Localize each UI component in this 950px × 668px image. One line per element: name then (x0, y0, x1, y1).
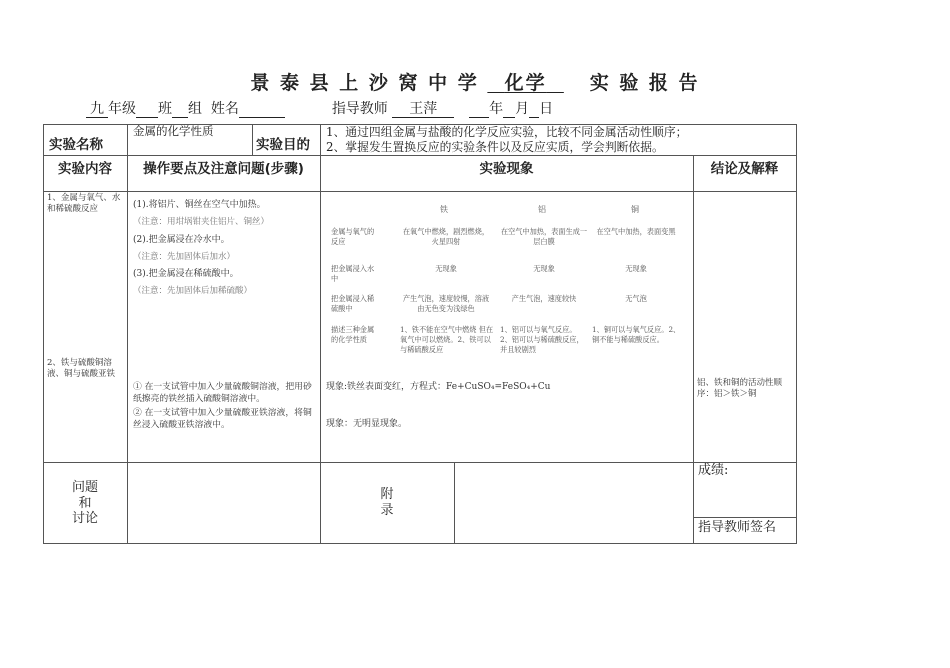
ph-row2-label: 把金属浸入水中 (331, 264, 375, 283)
grade-value[interactable]: 九 (86, 101, 108, 118)
step-1-note: （注意：用坩埚钳夹住铝片、铜丝） (133, 217, 270, 227)
ph-row4-iron: 1、铁不能在空气中燃烧 但在氧气中可以燃烧。2、铁可以与稀硫酸反应 (400, 325, 494, 354)
goal-1: 1、通过四组金属与盐酸的化学反应实验，比较不同金属活动性顺序； (326, 125, 688, 139)
ph-row4-label: 描述三种金属的化学性质 (331, 325, 375, 344)
ph-row1-iron: 在氧气中燃烧，剧烈燃烧，火星四射 (402, 227, 490, 246)
col-header-content: 实验内容 (58, 161, 112, 177)
ph-row2-al: 无现象 (533, 264, 555, 273)
step-3-note: （注意：先加固体后加稀硫酸） (133, 286, 253, 296)
step-2a: ① 在一支试管中加入少量硫酸铜溶液，把用砂纸擦亮的铁丝插入硫酸铜溶液中。 (133, 382, 312, 404)
ph-row1-cu: 在空气中加热，表面变黑 (596, 227, 676, 236)
score-label: 成绩: (698, 463, 729, 478)
name-value[interactable] (239, 101, 285, 118)
ph-2a: 现象:铁丝表面变红，方程式：Fe+CuSO₄=FeSO₄+Cu (326, 382, 551, 392)
info-line (86, 98, 553, 118)
exp-name-label: 实验名称 (49, 137, 103, 153)
year-value[interactable] (469, 101, 489, 118)
ph-row1-label: 金属与氧气的反应 (331, 227, 375, 246)
ph-row4-al: 1、铝可以与氧气反应。2、铝可以与稀硫酸反应，并且较剧烈 (500, 325, 584, 354)
year-label: 年 (489, 101, 504, 117)
name-label: 姓名 (210, 101, 239, 117)
day-label: 日 (539, 101, 554, 117)
page-title (0, 68, 950, 95)
ph-head-cu: 铜 (631, 205, 639, 214)
subject-value (487, 72, 563, 94)
content-2: 2、铁与硫酸铜溶液、铜与硫酸亚铁 (47, 358, 116, 379)
subject-text: 化学 (504, 72, 547, 94)
col-divider-3 (693, 155, 694, 544)
table-border-right (796, 124, 797, 544)
discussion-area[interactable] (128, 463, 320, 543)
appendix-area[interactable] (455, 463, 693, 543)
score-sign-divider (693, 517, 797, 518)
exp-name-value: 金属的化学性质 (133, 124, 214, 138)
ph-row2-cu: 无现象 (625, 264, 647, 273)
teacher-value[interactable]: 王萍 (392, 101, 454, 118)
ph-row1-al: 在空气中加热，表面生成一层白膜 (500, 227, 588, 246)
goal-label-left-line (252, 124, 253, 156)
step-1: (1).将铝片、铜丝在空气中加热。 (133, 200, 266, 210)
ph-head-iron: 铁 (440, 205, 448, 214)
ph-row4-cu: 1、铜可以与氧气反应。2、铜不能与稀硫酸反应。 (592, 325, 681, 344)
col-header-phenomena: 实验现象 (479, 161, 534, 177)
sign-label: 指导教师签名 (698, 520, 777, 535)
step-3: (3).把金属浸在稀硫酸中。 (133, 269, 239, 279)
title-suffix: 实 验 报 告 (589, 72, 700, 94)
teacher-label: 指导教师 (331, 101, 388, 117)
ph-row3-cu: 无气泡 (625, 294, 647, 303)
col-header-steps: 操作要点及注意问题(步骤) (143, 161, 304, 177)
ph-head-al: 铝 (538, 205, 546, 214)
goal-2: 2、掌握发生置换反应的实验条件以及反应实质，学会判断依据。 (326, 140, 664, 154)
ph-row3-al: 产生气泡，速度较快 (511, 294, 577, 303)
table-row-divider-2 (43, 191, 797, 192)
step-2-note: （注意：先加固体后加水） (133, 252, 236, 262)
table-row-divider-1 (43, 155, 797, 156)
step-2b: ② 在一支试管中加入少量硫酸亚铁溶液，将铜丝浸入硫酸亚铁溶液中。 (133, 408, 312, 430)
ph-row3-iron: 产生气泡，速度较慢，溶液由无色变为浅绿色 (402, 294, 490, 313)
group-label: 组 (188, 101, 202, 117)
exp-goal-label: 实验目的 (256, 137, 310, 153)
group-value[interactable] (172, 101, 188, 118)
month-value[interactable] (503, 101, 515, 118)
ph-row3-label: 把金属浸入稀硫酸中 (331, 294, 375, 313)
conclusion-text: 铝、铁和铜的活动性顺序：铝＞铁＞铜 (697, 378, 783, 399)
step-2: (2).把金属浸在冷水中。 (133, 235, 230, 245)
grade-label: 年级 (108, 101, 136, 117)
discussion-label: 问题 和 讨论 (71, 480, 98, 526)
table-border-bottom (43, 543, 797, 544)
ph-2b: 现象：无明显现象。 (326, 419, 408, 429)
class-value[interactable] (136, 101, 158, 118)
col-divider-2 (320, 124, 321, 544)
ph-row2-iron: 无现象 (435, 264, 457, 273)
content-1: 1、金属与氧气、水和稀硫酸反应 (47, 193, 121, 214)
col-header-conclusion: 结论及解释 (710, 161, 779, 177)
appendix-label: 附 录 (380, 487, 394, 518)
title-prefix: 景 泰 县 上 沙 窝 中 学 (250, 72, 479, 94)
class-label: 班 (158, 101, 172, 117)
day-value[interactable] (529, 101, 539, 118)
month-label: 月 (515, 101, 530, 117)
